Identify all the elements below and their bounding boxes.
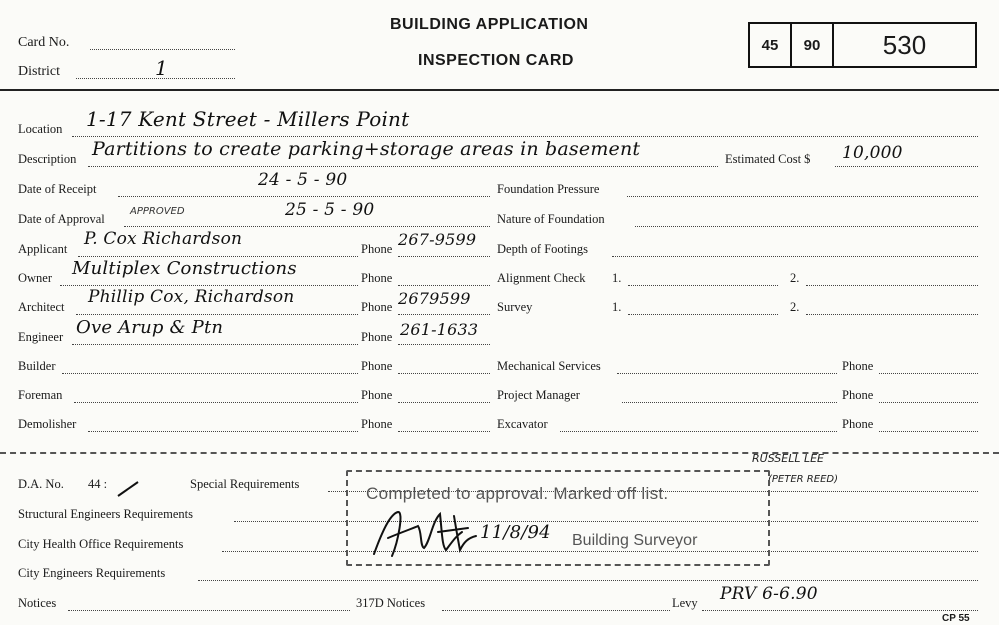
alignment-num2: 2.: [790, 271, 800, 285]
applicant-value: P. Cox Richardson: [84, 229, 243, 249]
architect-phone-label: Phone: [361, 300, 393, 314]
excavator-label: Excavator: [497, 417, 548, 431]
location-label: Location: [18, 122, 63, 136]
foreman-phone-line: [398, 402, 490, 403]
title-line2: INSPECTION CARD: [418, 52, 574, 69]
architect-label: Architect: [18, 300, 65, 314]
notices317-line: [442, 610, 670, 611]
notices-line: [68, 610, 350, 611]
alignment-num1: 1.: [612, 271, 622, 285]
date-approval-value: 25 - 5 - 90: [285, 200, 375, 220]
description-value: Partitions to create parking+storage areas in basement: [92, 138, 641, 160]
card-number-box: [748, 22, 977, 68]
location-line: [72, 136, 978, 137]
location-value: 1-17 Kent Street - Millers Point: [86, 107, 410, 131]
project-manager-phone-line: [879, 402, 978, 403]
district-value: 1: [155, 56, 168, 80]
architect-line: [76, 314, 358, 315]
depth-footings-line: [612, 256, 978, 257]
surveyor-signature: [368, 502, 483, 562]
da-check-mark: [114, 478, 142, 500]
nature-foundation-line: [635, 226, 978, 227]
builder-phone-line: [398, 373, 490, 374]
city-eng-line: [198, 580, 978, 581]
owner-phone-label: Phone: [361, 271, 393, 285]
demolisher-phone-line: [398, 431, 490, 432]
foreman-line: [74, 402, 358, 403]
stamp-building-surveyor: Building Surveyor: [572, 532, 698, 549]
excavator-line: [560, 431, 837, 432]
owner-line: [60, 285, 358, 286]
engineer-phone-line: [398, 344, 490, 345]
survey-line1: [628, 314, 778, 315]
form-code: CP 55: [942, 613, 970, 624]
special-note-2: (PETER REED): [768, 474, 838, 485]
builder-phone-label: Phone: [361, 359, 393, 373]
approved-note: APPROVED: [130, 206, 185, 217]
title-line1: BUILDING APPLICATION: [390, 16, 589, 33]
applicant-phone-label: Phone: [361, 242, 393, 256]
project-manager-phone-label: Phone: [842, 388, 874, 402]
date-approval-label: Date of Approval: [18, 212, 105, 226]
box-cell-b: 90: [792, 24, 834, 66]
health-label: City Health Office Requirements: [18, 537, 184, 551]
architect-phone-line: [398, 314, 490, 315]
date-receipt-value: 24 - 5 - 90: [258, 170, 348, 190]
applicant-phone-line: [398, 256, 490, 257]
builder-line: [62, 373, 358, 374]
header-divider: [0, 89, 999, 91]
architect-phone-value: 2679599: [398, 289, 471, 308]
owner-value: Multiplex Constructions: [72, 258, 297, 279]
description-line: [88, 166, 718, 167]
owner-phone-line: [398, 285, 490, 286]
depth-footings-label: Depth of Footings: [497, 242, 588, 256]
date-receipt-line: [118, 196, 490, 197]
estimated-cost-value: 10,000: [842, 143, 903, 163]
demolisher-label: Demolisher: [18, 417, 77, 431]
notices317-label: 317D Notices: [356, 596, 426, 610]
section-divider: [0, 452, 999, 454]
demolisher-line: [88, 431, 358, 432]
estimated-cost-line: [835, 166, 978, 167]
mechanical-line: [617, 373, 837, 374]
card-no-label: Card No.: [18, 35, 70, 50]
engineer-phone-value: 261-1633: [400, 320, 479, 339]
applicant-line: [78, 256, 358, 257]
estimated-cost-label: Estimated Cost $: [725, 152, 811, 166]
applicant-label: Applicant: [18, 242, 68, 256]
levy-value: PRV 6-6.90: [720, 584, 818, 604]
foundation-pressure-line: [627, 196, 978, 197]
foreman-label: Foreman: [18, 388, 63, 402]
owner-label: Owner: [18, 271, 53, 285]
levy-line: [702, 610, 978, 611]
notices-label: Notices: [18, 596, 57, 610]
project-manager-label: Project Manager: [497, 388, 580, 402]
nature-foundation-label: Nature of Foundation: [497, 212, 605, 226]
foreman-phone-label: Phone: [361, 388, 393, 402]
applicant-phone-value: 267-9599: [398, 230, 477, 249]
demolisher-phone-label: Phone: [361, 417, 393, 431]
approval-stamp-text: Completed to approval. Marked off list.: [366, 484, 669, 503]
foundation-pressure-label: Foundation Pressure: [497, 182, 600, 196]
engineer-phone-label: Phone: [361, 330, 393, 344]
engineer-line: [72, 344, 358, 345]
alignment-line2: [806, 285, 978, 286]
structural-label: Structural Engineers Requirements: [18, 507, 193, 521]
mechanical-phone-label: Phone: [842, 359, 874, 373]
da-label: D.A. No.: [18, 477, 64, 491]
district-label: District: [18, 64, 60, 79]
survey-num1: 1.: [612, 300, 622, 314]
special-note: RUSSELL LEE: [752, 452, 824, 465]
alignment-check-label: Alignment Check: [497, 271, 586, 285]
excavator-phone-line: [879, 431, 978, 432]
survey-label: Survey: [497, 300, 533, 314]
alignment-line1: [628, 285, 778, 286]
levy-label: Levy: [672, 596, 698, 610]
signature-date: 11/8/94: [480, 522, 551, 543]
survey-num2: 2.: [790, 300, 800, 314]
da-value: 44 :: [88, 477, 108, 491]
special-req-label: Special Requirements: [190, 477, 300, 491]
architect-value: Phillip Cox, Richardson: [88, 287, 295, 307]
builder-label: Builder: [18, 359, 56, 373]
engineer-label: Engineer: [18, 330, 64, 344]
date-approval-line: [124, 226, 490, 227]
survey-line2: [806, 314, 978, 315]
date-receipt-label: Date of Receipt: [18, 182, 97, 196]
city-eng-label: City Engineers Requirements: [18, 566, 166, 580]
project-manager-line: [622, 402, 837, 403]
description-label: Description: [18, 152, 77, 166]
box-cell-a: 45: [750, 24, 792, 66]
box-cell-number: 530: [882, 29, 927, 60]
excavator-phone-label: Phone: [842, 417, 874, 431]
card-no-line: [90, 49, 235, 50]
mechanical-phone-line: [879, 373, 978, 374]
engineer-value: Ove Arup & Ptn: [76, 317, 224, 338]
mechanical-label: Mechanical Services: [497, 359, 601, 373]
